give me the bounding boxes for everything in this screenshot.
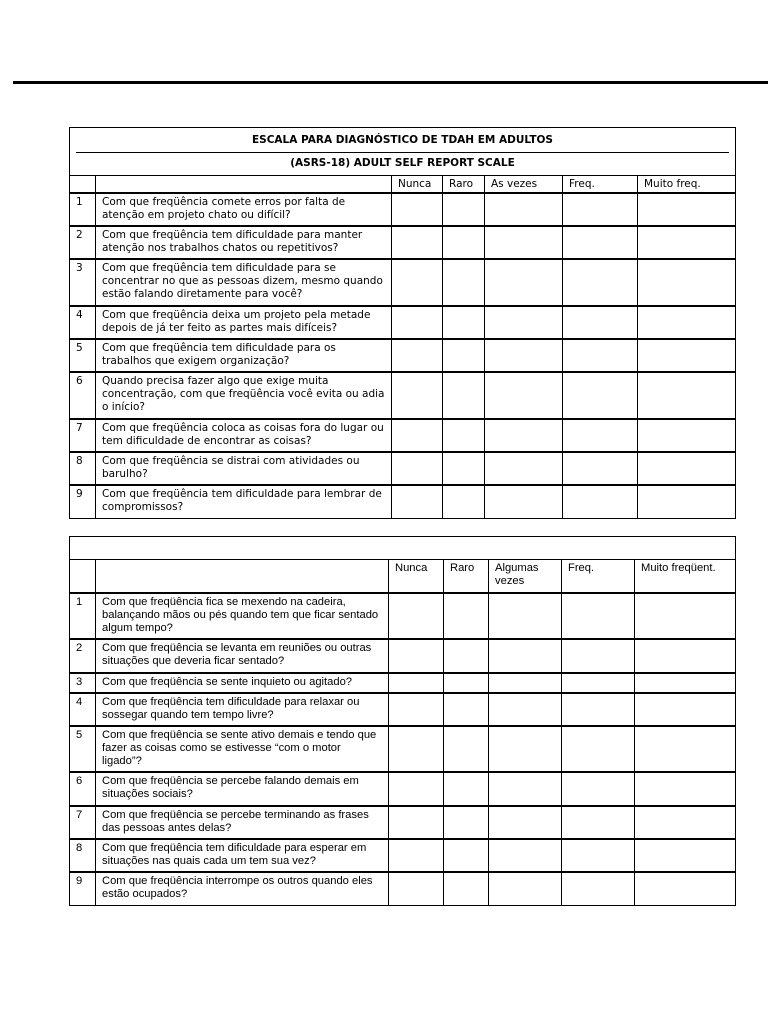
question-text: Com que freqüência comete erros por falta de atenção em projeto chato ou difícil?	[96, 193, 392, 226]
answer-cell-nunca[interactable]	[392, 452, 443, 485]
answer-cell-raro[interactable]	[444, 806, 489, 839]
top-rule	[13, 81, 768, 84]
answer-cell-muito-freq[interactable]	[638, 372, 736, 419]
answer-cell-raro[interactable]	[443, 306, 485, 339]
column-header-muito-freq: Muito freq.	[638, 176, 736, 193]
header-question-cell	[96, 176, 392, 193]
title-line-2: (ASRS-18) ADULT SELF REPORT SCALE	[76, 152, 729, 175]
row-number: 4	[70, 693, 96, 726]
row-number: 6	[70, 772, 96, 806]
answer-cell-freq[interactable]	[563, 485, 638, 519]
answer-cell-nunca[interactable]	[389, 806, 444, 839]
answer-cell-nunca[interactable]	[392, 259, 443, 306]
answer-cell-freq[interactable]	[562, 726, 635, 772]
answer-cell-freq[interactable]	[562, 673, 635, 693]
answer-cell-algumas-vezes[interactable]	[489, 593, 562, 639]
answer-cell-freq[interactable]	[563, 193, 638, 226]
question-text: Com que freqüência fica se mexendo na cadeira, balançando mãos ou pés quando tem que ficar sentado algum tempo?	[96, 593, 389, 639]
column-header-raro: Raro	[443, 176, 485, 193]
answer-cell-as-vezes[interactable]	[485, 485, 563, 519]
column-header-freq: Freq.	[563, 176, 638, 193]
row-number: 2	[70, 226, 96, 259]
header-row	[70, 560, 736, 593]
question-text: Com que freqüência se distrai com atividades ou barulho?	[96, 452, 392, 485]
table-row	[70, 193, 736, 226]
question-text: Com que freqüência tem dificuldade para os trabalhos que exigem organização?	[96, 339, 392, 372]
column-header-raro: Raro	[444, 560, 489, 593]
answer-cell-raro[interactable]	[443, 259, 485, 306]
answer-cell-raro[interactable]	[443, 193, 485, 226]
table-title-empty	[70, 537, 736, 560]
answer-cell-nunca[interactable]	[392, 419, 443, 452]
answer-cell-freq[interactable]	[562, 839, 635, 872]
header-num-cell	[70, 560, 96, 593]
answer-cell-raro[interactable]	[444, 673, 489, 693]
question-text: Com que freqüência deixa um projeto pela metade depois de já ter feito as partes mais difíceis?	[96, 306, 392, 339]
table-row	[70, 593, 736, 639]
answer-cell-freq[interactable]	[563, 372, 638, 419]
question-text: Com que freqüência tem dificuldade para se concentrar no que as pessoas dizem, mesmo quando estão falando diretamente para você?	[96, 259, 392, 306]
table-row	[70, 673, 736, 693]
title-line-1: ESCALA PARA DIAGNÓSTICO DE TDAH EM ADULTOS	[251, 134, 553, 146]
answer-cell-as-vezes[interactable]	[485, 452, 563, 485]
answer-cell-nunca[interactable]	[392, 193, 443, 226]
answer-cell-muito-frequent[interactable]	[635, 839, 736, 872]
asrs-table-inattention	[69, 127, 736, 519]
question-text: Com que freqüência coloca as coisas fora do lugar ou tem dificuldade de encontrar as coisas?	[96, 419, 392, 452]
header-question-cell	[96, 560, 389, 593]
answer-cell-raro[interactable]	[444, 726, 489, 772]
answer-cell-raro[interactable]	[443, 485, 485, 519]
row-number: 5	[70, 726, 96, 772]
answer-cell-raro[interactable]	[443, 452, 485, 485]
answer-cell-freq[interactable]	[562, 593, 635, 639]
answer-cell-freq[interactable]	[562, 693, 635, 726]
answer-cell-nunca[interactable]	[392, 372, 443, 419]
column-header-muito-frequent: Muito freqüent.	[635, 560, 736, 593]
answer-cell-muito-freq[interactable]	[638, 485, 736, 519]
answer-cell-muito-freq[interactable]	[638, 339, 736, 372]
question-text: Com que freqüência se sente inquieto ou agitado?	[96, 673, 389, 693]
answer-cell-algumas-vezes[interactable]	[489, 772, 562, 806]
answer-cell-muito-frequent[interactable]	[635, 872, 736, 906]
question-text: Com que freqüência se percebe terminando as frases das pessoas antes delas?	[96, 806, 389, 839]
row-number: 7	[70, 419, 96, 452]
answer-cell-as-vezes[interactable]	[485, 259, 563, 306]
answer-cell-muito-freq[interactable]	[638, 193, 736, 226]
answer-cell-freq[interactable]	[563, 306, 638, 339]
answer-cell-raro[interactable]	[443, 419, 485, 452]
answer-cell-raro[interactable]	[443, 226, 485, 259]
column-header-nunca: Nunca	[389, 560, 444, 593]
answer-cell-raro[interactable]	[443, 372, 485, 419]
column-header-nunca: Nunca	[392, 176, 443, 193]
answer-cell-muito-freq[interactable]	[638, 419, 736, 452]
question-text: Com que freqüência tem dificuldade para lembrar de compromissos?	[96, 485, 392, 519]
row-number: 3	[70, 259, 96, 306]
answer-cell-raro[interactable]	[443, 339, 485, 372]
answer-cell-algumas-vezes[interactable]	[489, 639, 562, 673]
row-number: 8	[70, 839, 96, 872]
question-text: Com que freqüência tem dificuldade para relaxar ou sossegar quando tem tempo livre?	[96, 693, 389, 726]
answer-cell-nunca[interactable]	[389, 639, 444, 673]
table-row	[70, 839, 736, 872]
answer-cell-as-vezes[interactable]	[485, 372, 563, 419]
answer-cell-nunca[interactable]	[389, 673, 444, 693]
column-header-freq: Freq.	[562, 560, 635, 593]
answer-cell-algumas-vezes[interactable]	[489, 839, 562, 872]
row-number: 8	[70, 452, 96, 485]
answer-cell-nunca[interactable]	[392, 306, 443, 339]
table-row	[70, 726, 736, 772]
question-text: Com que freqüência tem dificuldade para manter atenção nos trabalhos chatos ou repetitivos?	[96, 226, 392, 259]
table-row	[70, 872, 736, 906]
table-row	[70, 419, 736, 452]
question-text: Com que freqüência tem dificuldade para esperar em situações nas quais cada um tem sua vez?	[96, 839, 389, 872]
header-row	[70, 176, 736, 193]
table-row	[70, 485, 736, 519]
answer-cell-nunca[interactable]	[392, 226, 443, 259]
question-text: Com que freqüência se percebe falando demais em situações sociais?	[96, 772, 389, 806]
table-row	[70, 772, 736, 806]
answer-cell-muito-frequent[interactable]	[635, 772, 736, 806]
answer-cell-raro[interactable]	[444, 593, 489, 639]
answer-cell-raro[interactable]	[444, 693, 489, 726]
row-number: 1	[70, 593, 96, 639]
answer-cell-algumas-vezes[interactable]	[489, 872, 562, 906]
answer-cell-freq[interactable]	[563, 419, 638, 452]
answer-cell-muito-frequent[interactable]	[635, 673, 736, 693]
answer-cell-muito-freq[interactable]	[638, 259, 736, 306]
row-number: 9	[70, 485, 96, 519]
answer-cell-as-vezes[interactable]	[485, 226, 563, 259]
answer-cell-muito-freq[interactable]	[638, 306, 736, 339]
answer-cell-muito-frequent[interactable]	[635, 593, 736, 639]
answer-cell-freq[interactable]	[562, 639, 635, 673]
answer-cell-algumas-vezes[interactable]	[489, 806, 562, 839]
answer-cell-nunca[interactable]	[389, 839, 444, 872]
table-row	[70, 306, 736, 339]
answer-cell-nunca[interactable]	[389, 693, 444, 726]
answer-cell-freq[interactable]	[562, 806, 635, 839]
answer-cell-freq[interactable]	[563, 259, 638, 306]
table-row	[70, 259, 736, 306]
row-number: 6	[70, 372, 96, 419]
answer-cell-freq[interactable]	[562, 872, 635, 906]
answer-cell-algumas-vezes[interactable]	[489, 673, 562, 693]
answer-cell-as-vezes[interactable]	[485, 419, 563, 452]
answer-cell-raro[interactable]	[444, 872, 489, 906]
answer-cell-nunca[interactable]	[389, 872, 444, 906]
answer-cell-raro[interactable]	[444, 639, 489, 673]
answer-cell-freq[interactable]	[562, 772, 635, 806]
table-row	[70, 452, 736, 485]
answer-cell-freq[interactable]	[563, 452, 638, 485]
question-text: Quando precisa fazer algo que exige muita concentração, com que freqüência você evita ou adia o início?	[96, 372, 392, 419]
table-row	[70, 226, 736, 259]
row-number: 4	[70, 306, 96, 339]
answer-cell-raro[interactable]	[444, 839, 489, 872]
answer-cell-muito-frequent[interactable]	[635, 639, 736, 673]
answer-cell-freq[interactable]	[563, 226, 638, 259]
answer-cell-as-vezes[interactable]	[485, 193, 563, 226]
answer-cell-nunca[interactable]	[392, 485, 443, 519]
table-row	[70, 693, 736, 726]
row-number: 3	[70, 673, 96, 693]
answer-cell-nunca[interactable]	[389, 593, 444, 639]
answer-cell-nunca[interactable]	[392, 339, 443, 372]
column-header-algumas-vezes: Algumas vezes	[489, 560, 562, 593]
answer-cell-muito-frequent[interactable]	[635, 693, 736, 726]
answer-cell-as-vezes[interactable]	[485, 306, 563, 339]
table-row	[70, 806, 736, 839]
question-text: Com que freqüência se levanta em reuniões ou outras situações que deveria ficar sentado?	[96, 639, 389, 673]
row-number: 9	[70, 872, 96, 906]
row-number: 7	[70, 806, 96, 839]
answer-cell-muito-freq[interactable]	[638, 452, 736, 485]
answer-cell-as-vezes[interactable]	[485, 339, 563, 372]
answer-cell-muito-frequent[interactable]	[635, 806, 736, 839]
answer-cell-raro[interactable]	[444, 772, 489, 806]
table-row	[70, 339, 736, 372]
row-number: 2	[70, 639, 96, 673]
table-row	[70, 372, 736, 419]
answer-cell-freq[interactable]	[563, 339, 638, 372]
answer-cell-nunca[interactable]	[389, 772, 444, 806]
answer-cell-nunca[interactable]	[389, 726, 444, 772]
answer-cell-muito-freq[interactable]	[638, 226, 736, 259]
answer-cell-muito-frequent[interactable]	[635, 726, 736, 772]
row-number: 5	[70, 339, 96, 372]
header-num-cell	[70, 176, 96, 193]
question-text: Com que freqüência interrompe os outros quando eles estão ocupados?	[96, 872, 389, 906]
answer-cell-algumas-vezes[interactable]	[489, 693, 562, 726]
question-text: Com que freqüência se sente ativo demais e tendo que fazer as coisas como se estivesse “com o motor ligado”?	[96, 726, 389, 772]
asrs-table-hyperactivity	[69, 536, 736, 906]
table-title	[70, 128, 736, 176]
answer-cell-algumas-vezes[interactable]	[489, 726, 562, 772]
column-header-as-vezes: As vezes	[485, 176, 563, 193]
row-number: 1	[70, 193, 96, 226]
table-row	[70, 639, 736, 673]
